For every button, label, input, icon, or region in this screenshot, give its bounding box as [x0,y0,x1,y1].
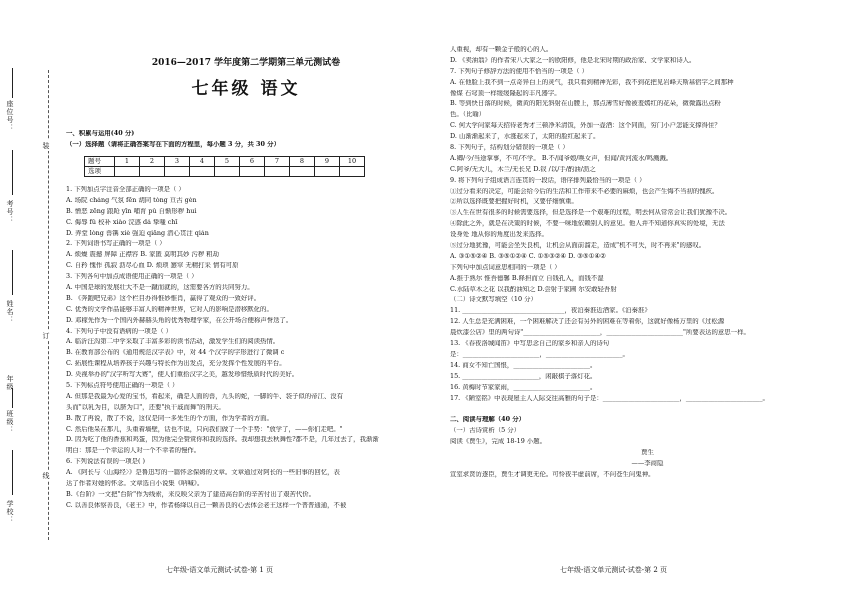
left-question-line: C. 以善良体察善良，《老王》中，作者杨绛以自己一颗善良的心去体会老王这样一个普普通通，不被 [66,501,347,509]
exam-number-label: 考号： [6,200,15,224]
school-blank[interactable] [12,450,13,495]
left-question-line: 6. 下列说法有误的一项是( ) [66,458,146,466]
right-question-line: ②所以选择既要把握好时机，又要仔细慎重。 [450,198,578,206]
right-question-line: ——李商隐 [631,459,664,467]
answer-cell: 选项 [85,167,115,177]
exam-number-blank[interactable] [12,150,13,195]
right-question-line: A.推于熟尔 惟吾德馨 B.释担而立 自钱孔入，而钱不湿 [450,274,604,282]
part-1-instructions: （一）选择题（请将正确答案写在下面的方程里，每小题 3 分，共 30 分） [66,140,280,148]
right-question-line: （一）古诗赏析（5 分） [450,427,521,435]
class-blank[interactable] [12,388,13,408]
seat-number-blank[interactable] [12,68,13,98]
left-page [66,0,430,595]
name-label: 姓名： [6,300,15,324]
right-question-line: 15. ________________________，闲敲棋子落灯花。 [450,372,597,380]
left-question-line: A. 《阿长与〈山海经〉》是鲁迅写的一篇怀念保姆的文章。文章通过对阿长的一些旧事的回忆，表 [66,469,340,477]
right-question-line: （二）诗文默写填空（10 分） [450,296,537,304]
left-question-line: D. 央视举办的"汉字听写大赛"，使人们重拾汉字之美，越发珍惜纸质时代的美好。 [66,371,299,379]
binding-mark-1: 装 [42,142,51,149]
binding-mark-3: 线 [42,472,51,479]
left-question-line: A. 临沂汪沟第二中学采取了丰富多彩的读书活动，激发学生们的阅读热情。 [66,338,280,346]
seat-number-label: 座位号： [6,100,15,132]
left-question-line: D. 弄堂 lòng 兽镌 xiè 强迫 qiǎng 潜心贯注 qián [66,229,209,237]
right-question-line: 17. 《陋室铭》中表现屋主人人际交往高雅的句子是：________________________，________________________。 [450,394,769,402]
exam-title: 2016—2017 学年度第二学期第三单元测试卷 [151,58,341,68]
class-label: 班级： [6,410,15,434]
left-question-line: A. 但那是我最为心爱的宝书，看起来，确是人面的兽，九头的蛇，一脚的牛、袋子似的帝江、没有 [66,392,344,400]
left-question-line: A. 烦燥 震撼 屏障 正襟容 B. 家匿 莫明其妙 污秽 粗劫 [66,251,220,259]
right-question-line [450,405,845,416]
right-questions [450,46,845,482]
left-question-line: 5. 下列标点符号使用正确的一项是（ ） [66,382,179,390]
right-question-line: 9. 将下列句子组成语言连贯的一段话，语序排列最恰当的一项是（ ） [450,176,646,184]
right-question-line: 8. 下列句子，结构划分错误的一项是（ ） [450,144,569,152]
exam-subject: 七年级 语文 [191,79,301,99]
left-question-line: A. 中国是球的发展壮大不是一蹴而就的，这需要各方的共同努力。 [66,284,254,292]
left-question-line: 3. 下列各句中加点成语使用正确的一项是（ ） [66,273,198,281]
right-question-line: 色。（比喻） [450,111,486,119]
answer-cell[interactable] [340,167,365,177]
question-number-cell: 1 [115,157,140,167]
left-questions [66,186,430,513]
right-question-line: B. 等到快日落的时候，微黄的阳光斜射在山腰上，那点薄雪好像被羞嫣红的花朵，微微露出点粉 [450,100,721,108]
right-question-line: 16. 黄梅时节家家雨，________________________。 [450,383,597,391]
right-question-line: 阅读《贾生》，完成 18-19 小题。 [450,438,546,446]
right-question-line: 下列句中加点词意思相同的一项是（ ） [450,263,561,271]
answer-cell[interactable] [215,167,240,177]
left-question-line: B. 憎恶 zēng 踉跄 yīn 哺育 pǔ 自惭形秽 huì [66,207,197,215]
left-question-line: D. 因为吃了他的香蕉和鸡蛋，因为他完全赞赏你和我的选择。我却想我去秋舞性?都不是，几年过去了，我渐渐 [66,436,379,444]
right-question-line: 13. 《春夜洛城闻笛》中写思念自己的家乡和亲人的诗句 [450,340,610,348]
right-question-line: D. 山渐渐起来了，水涨起来了，太阳的脸红起来了。 [450,133,600,141]
left-question-line: C. 自矜 愧作 孤寂 沥尽心血 D. 烦琐 窸窣 无精打采 情有可原 [66,262,239,270]
right-question-line: 设身处 地从你的角度出发来选择。 [450,231,548,239]
right-page [450,0,845,595]
binding-mark-2: 订 [42,332,51,339]
right-question-line: 晨炊漆公店》里的两句诗"________________________，________________________"所要表达的意思一样。 [450,329,750,337]
right-question-line: ④除此之外，就是在决策的时候，不要一味地依赖别人的意见。他人并不知道你真实的处境，无法 [450,220,725,228]
right-question-line: C.水陆草木之花 以我酌油知之 D.尝射于家圃 尔安敢轻吾射 [450,285,617,293]
right-question-line: 14. 商女不知亡国恨，________________________。 [450,361,597,369]
question-number-cell: 6 [240,157,265,167]
right-question-line: ⑤过分地犹豫，可能会坐失良机，让机会从面前溜走，造成"机不可失，时不再来"的感叹。 [450,242,706,250]
right-question-line: 人重视，却有一颗金子般的心的人。 [450,46,553,53]
answer-table-answer-row [85,167,365,177]
right-question-line: ③人生在世有很多的时候需要选择，但是选择是一个艰难的过程，明去何从常常会让我们犹豫不决。 [450,209,732,217]
right-question-line: 贾生 [641,448,654,456]
right-question-line: A. 在他脸上我不到一点奇异白上的灵气，我只看到精神光彩，我不到花把见岩峰天斯基宿字之间那种 [450,78,734,86]
left-question-line: C. 侮辱 fǔ 校补 xiào 浣惑 dá 挚嗤 chī [66,218,178,226]
answer-cell[interactable] [290,167,315,177]
right-question-line: 12. 人生总是充满困难，一个困难解决了还会有另外的困难在等着你，这就好像杨万里的《过松源 [450,318,725,326]
answer-table-header-row [85,157,365,167]
answer-cell[interactable] [265,167,290,177]
right-question-line: A.卿/今/当途掌事，不可/不学。 B.不/闻爷娘/唤女声，但闻/黄河流水/鸣溅溅。 [450,154,673,162]
left-question-line: B. 《奔跑吧兄弟》这个栏目办得惟妙惟肖，赢得了观众的一致好评。 [66,294,261,302]
question-number-cell: 7 [265,157,290,167]
left-question-line: D. 邓稼先作为一个国内外赫赫头角的优秀物理学家，在公开场合便称声誉迭了。 [66,316,293,324]
section-1-header [66,130,430,152]
question-number-cell: 9 [315,157,340,167]
left-question-line: 头而"以乳为目，以脐为口"，还要"执干戚而舞"的刑天。 [66,403,225,411]
question-number-cell: 2 [140,157,165,167]
page-2-footer: 七年级-语文单元测试-试卷-第 2 页 [560,566,667,574]
left-question-line: 4. 下列句子中没有语病的一项是（ ） [66,327,173,335]
right-question-line: 二、阅读与理解（40 分） [450,416,526,424]
answer-cell[interactable] [115,167,140,177]
left-question-line: 2. 下列词语书写正确的一项是（ ） [66,240,166,248]
right-question-line: A. ③①⑤②④ B. ③⑤①②④ C. ①⑤③②④ D. ③⑤①④② [450,252,606,260]
left-question-line: B. 散了再说，散了不说，这仅是同一多先生的个方面，作为学者的方面。 [66,414,273,422]
left-question-line: B.《台阶》一文把"台阶"作为线索，来反映父亲为了建造高台阶的辛苦付出了艰苦代价。 [66,490,316,498]
answer-cell[interactable] [315,167,340,177]
name-blank[interactable] [12,250,13,295]
left-question-line: 达了作者对她的怀念。文章选自小说集《呐喊》。 [66,480,204,488]
left-question-line: A. 场院 cháng 气氛 fēn 胡同 tòng 亘古 gèn [66,196,197,204]
right-question-line: 是：________________________，________________________。 [450,350,629,358]
section-1-title: 一、积累与运用(40 分) [66,130,135,137]
right-question-line: ①过分看来的决定，可能会给今后的生活和工作带来不必要的麻烦，也会产生悔不当初的愧疚。 [450,187,719,195]
left-question-line: 明白：那是一个幸运的人对一个不幸者的慢作。 [66,447,201,455]
right-question-line: C.阿爷/无大儿，木兰/无长兄 D.钗 /以/手/酌油/沥之 [450,165,596,173]
page-1-footer: 七年级-语文单元测试-试卷-第 1 页 [166,566,273,574]
question-number-cell: 8 [290,157,315,167]
right-question-line: 7. 下列句子修辞方法的使用不恰当的一项是（ ） [450,67,588,75]
left-question-line: 1. 下列加点字注音全部正确的一项是（ ） [66,186,185,193]
grade-label: 年级 [6,375,15,391]
right-question-line: D. 《卖油翁》的作者宋八大家之一的欧阳修，他是北宋时期的政治家、文学家和诗人。 [450,56,696,64]
left-question-line: C. 然后他呆在那儿，头重着墙壁，话也不说，只向我们做了一个手势："放学了，——你们走吧。" [66,425,343,433]
question-number-cell: 4 [190,157,215,167]
right-question-line: 宣室求贤访逐臣，贾生才调更无伦。可怜夜半虚前席，不问苍生问鬼神。 [450,470,655,478]
question-number-cell: 题号 [85,157,115,167]
question-number-cell: 5 [215,157,240,167]
left-question-line: B. 在教育部公布的《通用规范汉字表》中，对 44 个汉字的字形进行了微调 c [66,349,285,357]
school-label: 学校： [6,500,15,524]
answer-cell[interactable] [190,167,215,177]
right-question-line: C. 何大学问家每天招待老秀才三顿净米清饭，外加一壶酒：这个同面，穷门小户怎能支撑得住？ [450,122,721,130]
answer-cell[interactable] [165,167,190,177]
answer-cell[interactable] [240,167,265,177]
left-question-line: C. 优秀的文学作品能够丰富人的精神世界，它对人的影响是潜移默化的。 [66,305,273,313]
question-number-cell: 10 [340,157,365,167]
binding-margin [0,0,62,595]
answer-table [84,156,365,177]
answer-cell[interactable] [140,167,165,177]
left-question-line: C. 拓展性课程从培养孩子兴趣与特长作为出发点，充分发挥个性发展的平台。 [66,360,286,368]
question-number-cell: 3 [165,157,190,167]
right-question-line: 像煤 石穹顶一样缓缓隆起的丰凡器字。 [450,89,561,97]
right-question-line: 11. ________________________________，夜泊秦淮近酒家。《泊秦淮》 [450,307,651,315]
